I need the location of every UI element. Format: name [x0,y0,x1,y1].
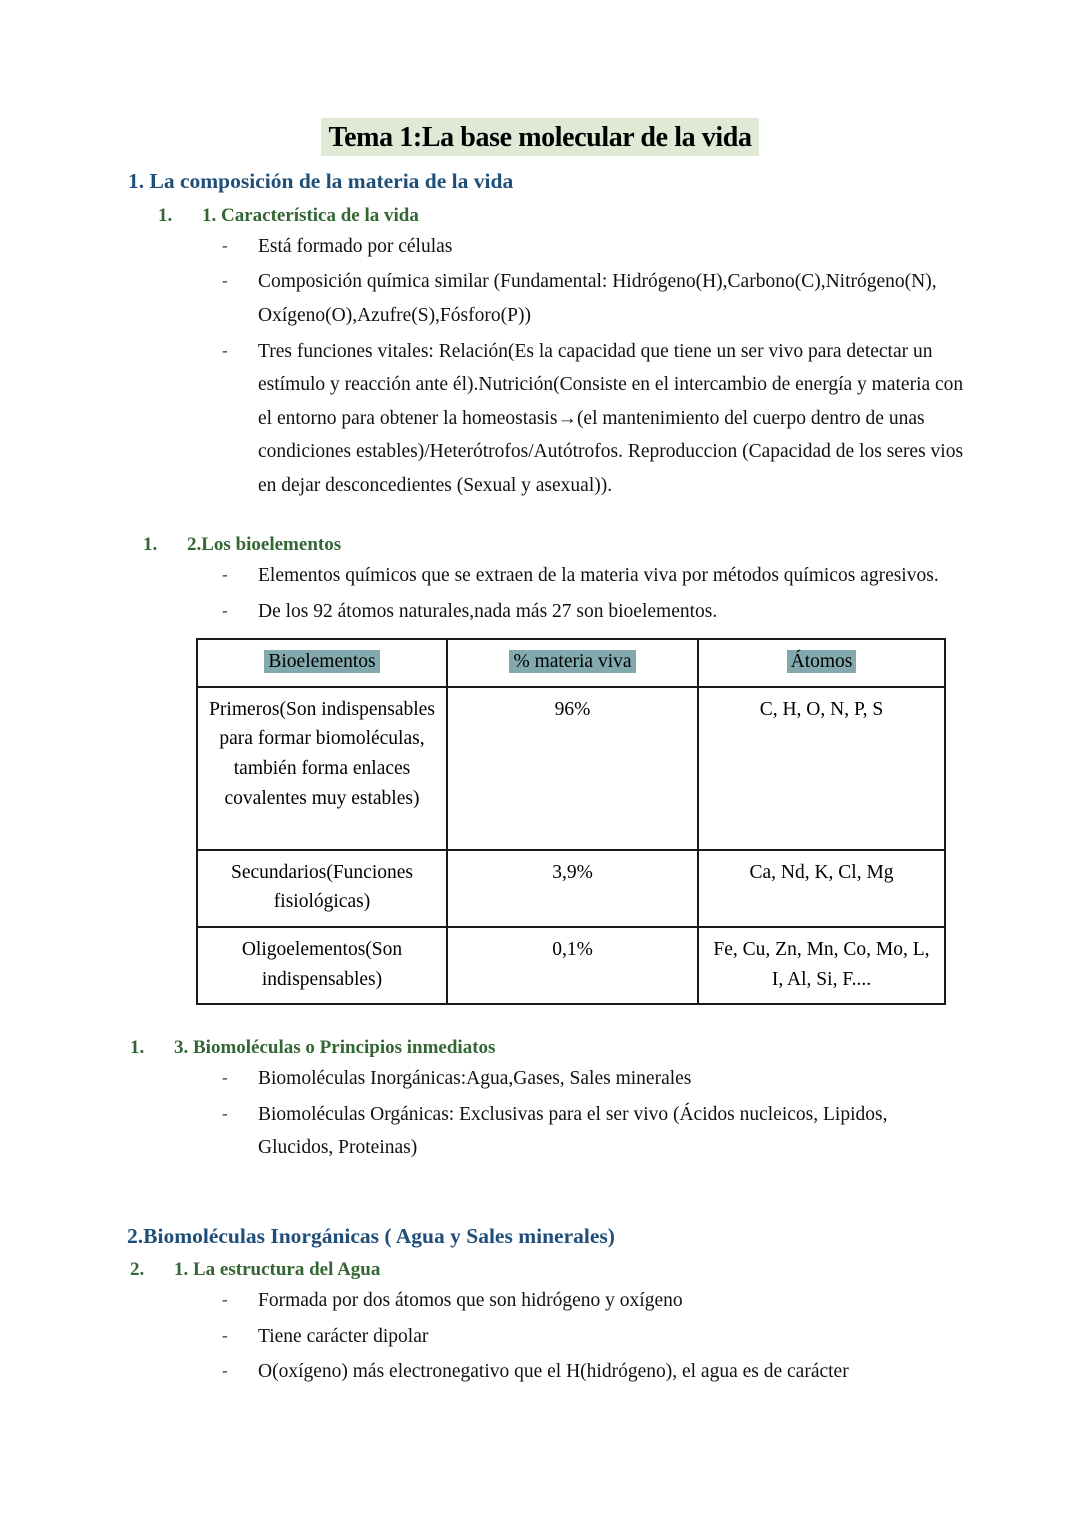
list-item [222,335,1080,503]
list-item-text: Formada por dos átomos que son hidrógeno y oxígeno [258,1290,683,1312]
section1-sub2-label: 2.Los bioelementos [187,534,342,556]
list-item-text: Está formado por células [258,235,453,257]
section1-sub2-number: 1. [143,534,158,556]
list-item [222,1062,1080,1096]
section2-heading: 2.Biomoléculas Inorgánicas ( Agua y Sales minerales) [127,1223,615,1248]
bullet-dash-icon: - [222,271,228,291]
list-item [222,595,1080,629]
table-header-cell [447,639,698,687]
spacer [0,1005,1080,1027]
list-item [222,1098,1080,1165]
bullet-dash-icon: - [222,1103,228,1123]
section1-sub1-bullets [0,230,1080,502]
list-item-text: Composición química similar (Fundamental: Hidrógeno(H),Carbono(C),Nitrógeno(N), Oxígeno(O),Azufre(S),Fósforo(P)) [258,271,937,327]
table-cell-bioelement: Secundarios(Funciones fisiológicas) [197,850,447,927]
table-cell-atoms: Fe, Cu, Zn, Mn, Co, Mo, L, I, Al, Si, F.... [698,927,945,1004]
bioelements-table-container [196,638,944,1005]
bullet-dash-icon: - [222,565,228,584]
table-header-row [197,639,945,687]
page-title: Tema 1:La base molecular de la vida [321,118,758,156]
table-cell-atoms: C, H, O, N, P, S [698,687,945,850]
list-item [222,265,1080,332]
list-item-text: O(oxígeno) más electronegativo que el H(hidrógeno), el agua es de carácter [258,1361,849,1383]
bullet-dash-icon: - [222,1067,228,1087]
page-title-container [0,118,1080,156]
table-cell-bioelement: Oligoelementos(Son indispensables) [197,927,447,1004]
table-header-cell [698,639,945,687]
bullet-dash-icon: - [222,600,228,620]
section1-sub3-heading [130,1037,1080,1060]
list-item [222,1284,1080,1318]
section1-sub3-bullets [0,1062,1080,1165]
section2-sub1-label: 1. La estructura del Agua [174,1259,381,1281]
bullet-dash-icon: - [222,235,228,255]
list-item-text: De los 92 átomos naturales,nada más 27 son bioelementos. [258,600,718,622]
bullet-dash-icon: - [222,340,228,360]
list-item-text: Tiene carácter dipolar [258,1325,429,1347]
table-row [197,687,945,850]
list-item-text: Elementos químicos que se extraen de la materia viva por métodos químicos agresivos. [258,565,939,586]
section2-sub1-heading [130,1259,1080,1282]
spacer [0,502,1080,524]
list-item [222,1355,1080,1389]
section1-sub2-bullets [0,559,1080,628]
section1-sub3-number: 1. [130,1037,145,1059]
section2-sub1-bullets [0,1284,1080,1389]
table-cell-percent: 0,1% [447,927,698,1004]
list-item-text: Biomoléculas Orgánicas: Exclusivas para el ser vivo (Ácidos nucleicos, Lipidos, Glucidos, Proteinas) [258,1103,888,1159]
section2-sub1-number: 2. [130,1259,145,1281]
list-item-text: Biomoléculas Inorgánicas:Agua,Gases, Sales minerales [258,1067,692,1089]
list-item [222,1320,1080,1354]
list-item [222,559,1080,593]
list-item-text: Tres funciones vitales: Relación(Es la capacidad que tiene un ser vivo para detectar un estímulo y reacción ante él).Nutrición(Consiste en el intercambio de energía y materia con el entorno para obtener la homeostasis→(el mantenimiento del cuerpo dentro de unas condiciones estables)/Heterótrofos/Autótrofos. Reproduccion (Capacidad de los seres vios en dejar desconcedientes (Sexual y asexual)). [258,340,964,496]
table-header-label: Bioelementos [264,650,379,673]
table-header-label: Átomos [787,650,857,673]
section1-sub1-heading [158,205,1080,228]
section1-heading: 1. La composición de la materia de la vida [128,169,514,194]
table-header-label: % materia viva [509,650,635,673]
table-cell-bioelement: Primeros(Son indispensables para formar biomoléculas, también forma enlaces covalentes muy estables) [197,687,447,850]
section1-sub2-heading [143,534,1080,557]
list-item [222,230,1080,264]
table-cell-percent: 3,9% [447,850,698,927]
table-row [197,927,945,1004]
bullet-dash-icon: - [222,1325,228,1345]
table-cell-percent: 96% [447,687,698,850]
bioelements-table [196,638,946,1005]
bullet-dash-icon: - [222,1361,228,1381]
table-row [197,850,945,927]
spacer [0,1165,1080,1195]
bullet-dash-icon: - [222,1290,228,1310]
section1-sub1-number: 1. [158,205,173,227]
table-header-cell [197,639,447,687]
section1-sub1-label: 1. Característica de la vida [202,205,419,227]
table-cell-atoms: Ca, Nd, K, Cl, Mg [698,850,945,927]
section1-sub3-label: 3. Biomoléculas o Principios inmediatos [174,1037,496,1059]
